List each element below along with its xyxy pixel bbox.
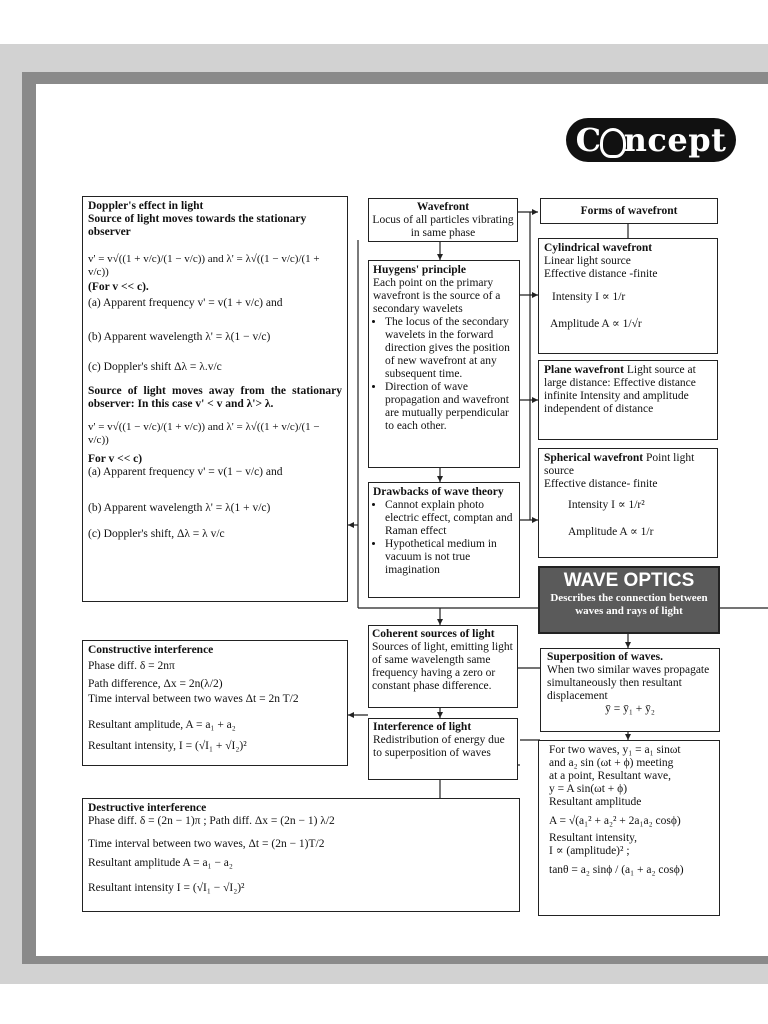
coherent-text: Sources of light, emitting light of same wavelength same frequency having a zero or constant phase difference. [372, 641, 513, 692]
drawbacks-bullet: • Hypothetical medium in vacuum is not true imagination [385, 538, 515, 577]
two-waves-line: and a₂ sin (ωt + ϕ) meeting [549, 757, 674, 769]
interference-title: Interference of light [373, 721, 472, 733]
wave-optics-title: WAVE OPTICS [563, 570, 695, 591]
superposition-box [540, 648, 720, 732]
coherent-box [368, 625, 518, 708]
huygens-text: Each point on the primary wavefront is the source of a secondary wavelets [373, 277, 501, 315]
doppler-box [82, 196, 348, 602]
lightbulb-icon [600, 128, 626, 158]
superposition-formula: ȳ = ȳ₁ + ȳ₂ [605, 703, 655, 715]
wavefront-box [368, 198, 518, 242]
doppler-condition-1: (For v << c). [88, 281, 149, 293]
two-waves-line: I ∝ (amplitude)² ; [549, 845, 630, 857]
two-waves-line: Resultant intensity, [549, 832, 638, 844]
drawbacks-list [373, 499, 515, 577]
constructive-amplitude: Resultant amplitude, A = a₁ + a₂ [88, 719, 236, 731]
constructive-time: Time interval between two waves Δt = 2n T/2 [88, 693, 299, 705]
doppler-formula-1: v' = v√((1 + v/c)/(1 − v/c)) and λ' = λ√((1 − v/c)/(1 + v/c)) [88, 253, 320, 278]
cylindrical-box [538, 238, 718, 354]
spherical-amplitude: Amplitude A ∝ 1/r [568, 526, 654, 538]
constructive-path: Path difference, Δx = 2n(λ/2) [88, 678, 223, 690]
cylindrical-distance: Effective distance -finite [544, 268, 658, 280]
cylindrical-source: Linear light source [544, 255, 631, 267]
spherical-distance: Effective distance- finite [544, 478, 658, 490]
doppler-away: Source of light moves away from the stationary observer: In this case v' < v and λ'> λ. [88, 385, 342, 410]
forms-box [540, 198, 718, 224]
two-waves-line: Resultant amplitude [549, 796, 642, 808]
doppler-shift-1: (c) Doppler's shift Δλ = λ.v/c [88, 361, 222, 373]
drawbacks-box [368, 482, 520, 598]
doppler-shift-2: (c) Doppler's shift, Δλ = λ v/c [88, 528, 225, 540]
two-waves-tan: tanθ = a₂ sinϕ / (a₁ + a₂ cosϕ) [549, 864, 684, 876]
cylindrical-title: Cylindrical wavefront [544, 242, 653, 254]
doppler-towards: Source of light moves towards the stationary observer [88, 213, 307, 238]
huygens-box [368, 260, 520, 468]
spherical-intensity: Intensity I ∝ 1/r² [568, 499, 645, 511]
concept-text: ncept [623, 121, 727, 159]
destructive-amplitude: Resultant amplitude A = a₁ − a₂ [88, 857, 233, 869]
doppler-wavelength-1: (b) Apparent wavelength λ' = λ(1 − v/c) [88, 331, 271, 343]
destructive-title: Destructive interference [88, 802, 207, 814]
doppler-wavelength-2: (b) Apparent wavelength λ' = λ(1 + v/c) [88, 502, 271, 514]
interference-text: Redistribution of energy due to superposition of waves [373, 734, 505, 759]
doppler-formula-2: v' = v√((1 − v/c)/(1 + v/c)) and λ' = λ√((1 + v/c)/(1 − v/c)) [88, 421, 320, 446]
wavefront-text: Locus of all particles vibrating in same phase [372, 214, 514, 239]
concept-badge [566, 118, 736, 162]
superposition-text: When two similar waves propagate simultaneously then resultant displacement [547, 664, 710, 702]
drawbacks-title: Drawbacks of wave theory [373, 486, 504, 498]
doppler-freq-2: (a) Apparent frequency v' = v(1 − v/c) and [88, 466, 283, 478]
spherical-source: Point light source [544, 452, 695, 477]
coherent-title: Coherent sources of light [372, 628, 495, 640]
destructive-phase: Phase diff. δ = (2n − 1)π ; Path diff. Δx = (2n − 1) λ/2 [88, 815, 335, 827]
huygens-bullet: • Direction of wave propagation and wavefront are mutually perpendicular to each other. [385, 381, 515, 433]
plane-box [538, 360, 718, 440]
interference-box [368, 718, 518, 780]
plane-text: Light source at large distance: Effective distance infinite Intensity and amplitude independent of distance [544, 364, 696, 415]
plane-title: Plane wavefront [544, 364, 624, 376]
huygens-bullet: • The locus of the secondary wavelets in the forward direction gives the position of new wavefront at any subsequent time. [385, 316, 515, 381]
destructive-time: Time interval between two waves, Δt = (2n − 1)T/2 [88, 838, 325, 850]
doppler-title: Doppler's effect in light [88, 200, 204, 212]
forms-title: Forms of wavefront [580, 205, 678, 217]
two-waves-box [538, 740, 720, 916]
two-waves-amplitude: A = √(a₁² + a₂² + 2a₁a₂ cosϕ) [549, 815, 681, 827]
two-waves-line: For two waves, y₁ = a₁ sinωt [549, 744, 681, 756]
drawbacks-bullet: • Cannot explain photo electric effect, comptan and Raman effect [385, 499, 515, 538]
wavefront-title: Wavefront [416, 201, 470, 213]
concept-letter-c: C [575, 121, 602, 159]
constructive-box [82, 640, 348, 766]
doppler-condition-2: For v << c) [88, 453, 143, 465]
wave-optics-box [538, 566, 720, 634]
huygens-list [373, 316, 515, 433]
doppler-freq-1: (a) Apparent frequency v' = v(1 + v/c) and [88, 297, 283, 309]
spherical-box [538, 448, 718, 558]
destructive-intensity: Resultant intensity I = (√I₁ − √I₂)² [88, 882, 245, 894]
constructive-title: Constructive interference [88, 644, 214, 656]
superposition-title: Superposition of waves. [547, 651, 663, 663]
wave-optics-subtitle: Describes the connection between waves and rays of light [550, 592, 708, 617]
two-waves-line: y = A sin(ωt + ϕ) [549, 783, 628, 795]
constructive-phase: Phase diff. δ = 2nπ [88, 660, 175, 672]
cylindrical-amplitude: Amplitude A ∝ 1/√r [550, 318, 642, 330]
cylindrical-intensity: Intensity I ∝ 1/r [552, 291, 626, 303]
two-waves-line: at a point, Resultant wave, [549, 770, 671, 782]
constructive-intensity: Resultant intensity, I = (√I₁ + √I₂)² [88, 740, 247, 752]
destructive-box [82, 798, 520, 912]
spherical-title: Spherical wavefront [544, 452, 644, 464]
huygens-title: Huygens' principle [373, 264, 466, 276]
